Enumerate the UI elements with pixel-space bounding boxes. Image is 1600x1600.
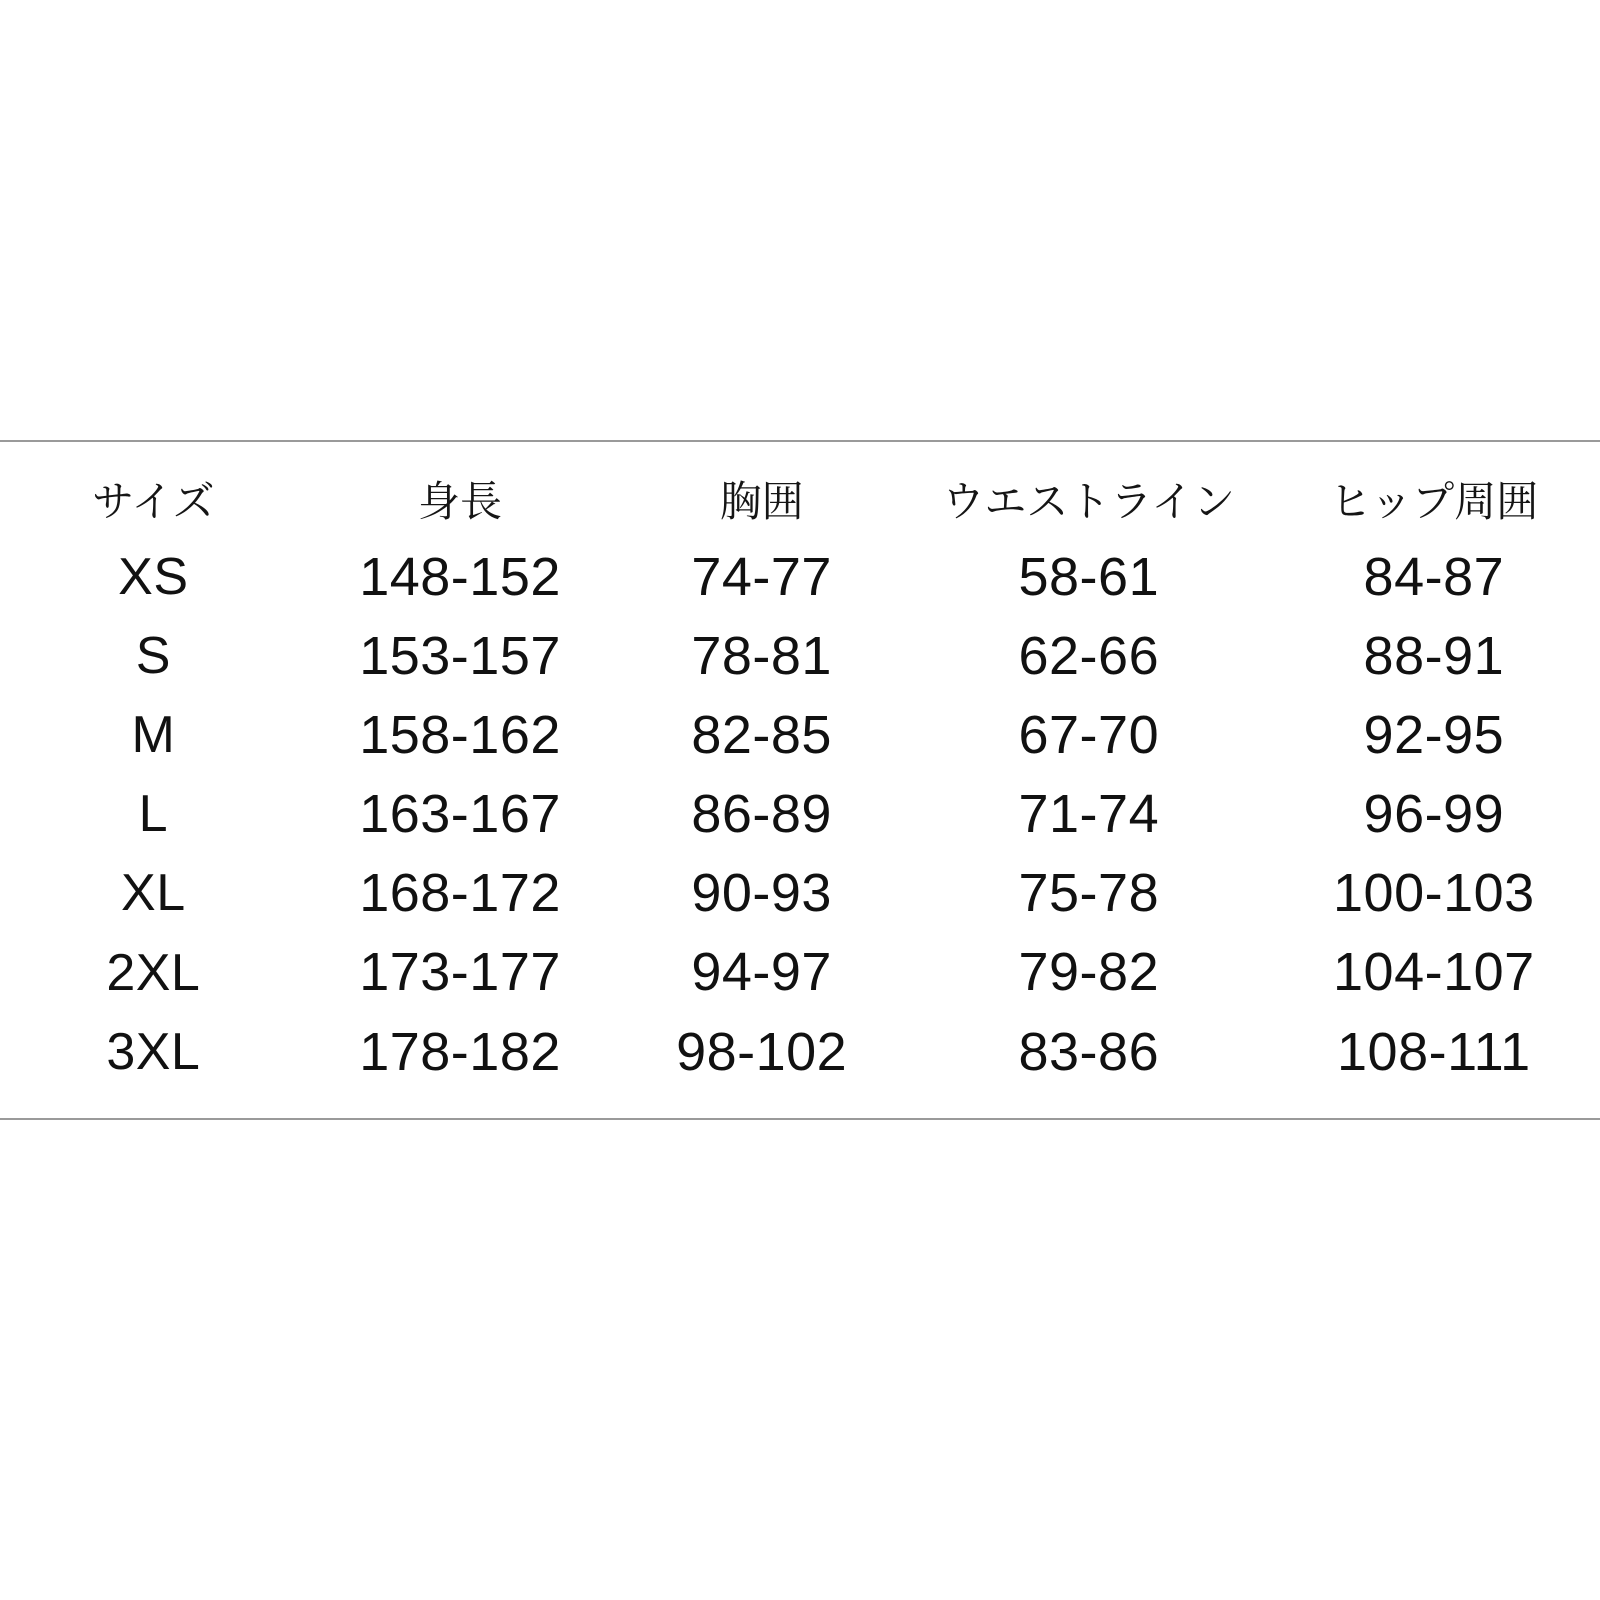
cell-bust: 90-93 (691, 863, 832, 924)
column-header-height: 身長 (418, 478, 503, 525)
table-row (0, 775, 1600, 854)
cell-height: 173-177 (359, 942, 561, 1003)
size-chart-block (0, 440, 1600, 1120)
cell-hip: 84-87 (1363, 547, 1505, 608)
column-header-waist: ウエストライン (942, 478, 1236, 525)
cell-bust: 98-102 (676, 1021, 848, 1082)
column-header-bust: 胸囲 (719, 478, 804, 525)
cell-size: 3XL (106, 1022, 201, 1081)
cell-waist: 75-78 (1018, 863, 1160, 924)
table-row (0, 854, 1600, 933)
table-row (0, 696, 1600, 775)
cell-bust: 74-77 (691, 547, 832, 608)
cell-bust: 82-85 (691, 705, 832, 766)
table-row (0, 1013, 1600, 1092)
cell-waist: 71-74 (1018, 784, 1160, 845)
cell-size: XL (121, 864, 186, 923)
cell-hip: 92-95 (1363, 705, 1505, 766)
cell-waist: 62-66 (1018, 626, 1160, 687)
cell-waist: 58-61 (1018, 547, 1160, 608)
cell-hip: 88-91 (1363, 626, 1505, 687)
cell-bust: 78-81 (691, 626, 832, 687)
cell-height: 153-157 (359, 626, 561, 687)
cell-hip: 108-111 (1337, 1021, 1531, 1082)
cell-height: 178-182 (359, 1021, 561, 1082)
cell-hip: 104-107 (1333, 942, 1535, 1003)
cell-size: 2XL (106, 943, 201, 1002)
cell-waist: 83-86 (1018, 1021, 1160, 1082)
cell-height: 163-167 (359, 784, 561, 845)
cell-size: L (138, 785, 169, 844)
top-divider (0, 440, 1600, 442)
table-header-row (0, 480, 1600, 538)
bottom-divider (0, 1118, 1600, 1120)
table-row (0, 933, 1600, 1012)
cell-size: XS (118, 548, 189, 607)
size-chart-table (0, 480, 1600, 1092)
table-row (0, 538, 1600, 617)
cell-bust: 94-97 (691, 942, 832, 1003)
column-header-hip: ヒップ周囲 (1329, 478, 1539, 525)
column-header-size: サイズ (92, 478, 215, 525)
table-row (0, 617, 1600, 696)
cell-bust: 86-89 (691, 784, 832, 845)
cell-hip: 96-99 (1363, 784, 1505, 845)
cell-waist: 79-82 (1018, 942, 1160, 1003)
cell-height: 168-172 (359, 863, 561, 924)
cell-height: 148-152 (359, 547, 561, 608)
cell-size: M (131, 706, 176, 765)
cell-height: 158-162 (359, 705, 561, 766)
cell-waist: 67-70 (1018, 705, 1160, 766)
cell-size: S (135, 627, 171, 686)
cell-hip: 100-103 (1333, 863, 1535, 924)
